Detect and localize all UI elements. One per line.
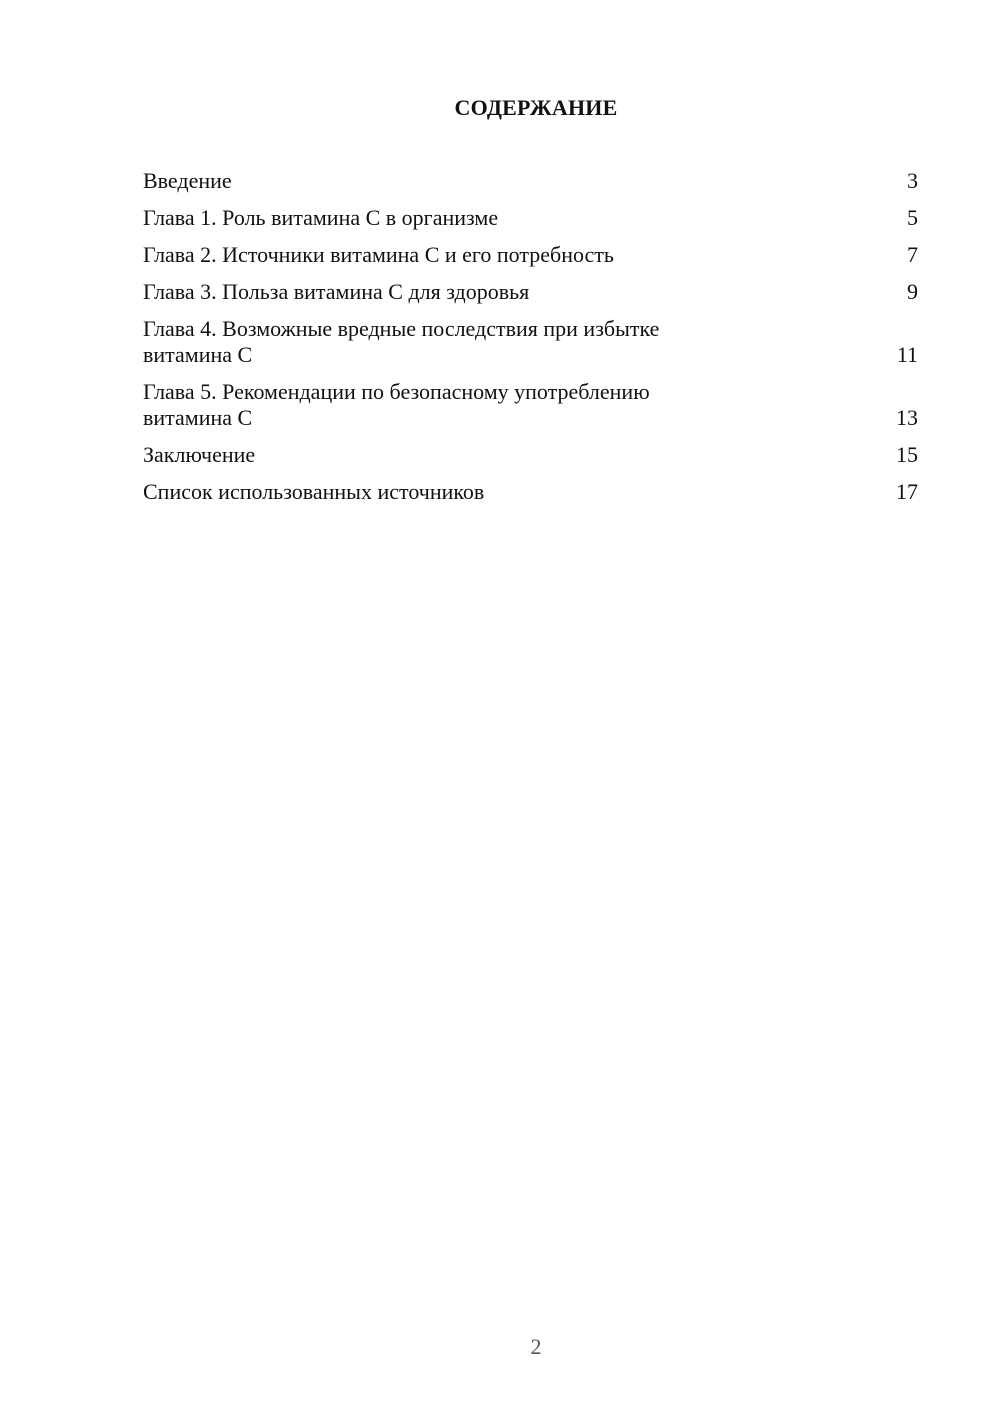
toc-entry-chapter-3: [143, 279, 918, 305]
toc-entry-text: Глава 2. Источники витамина С и его потребность: [143, 242, 614, 267]
toc-entry-page: 15: [896, 442, 918, 467]
toc-entry-text: Заключение: [143, 442, 256, 467]
toc-entry-chapter-1: [143, 205, 918, 231]
toc-entry-page: 5: [907, 205, 918, 230]
toc-entry-text: Введение: [143, 168, 232, 193]
toc-entry-references: [143, 479, 918, 505]
toc-entry-text: Глава 3. Польза витамина С для здоровья: [143, 279, 530, 304]
toc-entry-page: 11: [896, 342, 918, 367]
toc-title: СОДЕРЖАНИЕ: [454, 95, 618, 120]
toc-entry-conclusion: [143, 442, 918, 468]
toc-entry-text: Глава 5. Рекомендации по безопасному употреблению витамина С: [143, 379, 650, 430]
toc-entry-text: Глава 4. Возможные вредные последствия при избытке витамина С: [143, 316, 660, 367]
toc-entry-chapter-5: [143, 379, 918, 431]
toc-entry-page: 7: [907, 242, 918, 267]
toc-entry-page: 3: [907, 168, 918, 193]
toc-entry-text: Глава 1. Роль витамина С в организме: [143, 205, 499, 230]
toc-entry-page: 17: [896, 479, 918, 504]
toc-entry-page: 13: [896, 405, 918, 430]
toc-entry-chapter-4: [143, 316, 918, 368]
table-of-contents: [143, 168, 918, 516]
page-number: 2: [530, 1334, 542, 1359]
toc-entry-chapter-2: [143, 242, 918, 268]
toc-entry-page: 9: [907, 279, 918, 304]
toc-entry-text: Список использованных источников: [143, 479, 485, 504]
toc-entry-introduction: [143, 168, 918, 194]
